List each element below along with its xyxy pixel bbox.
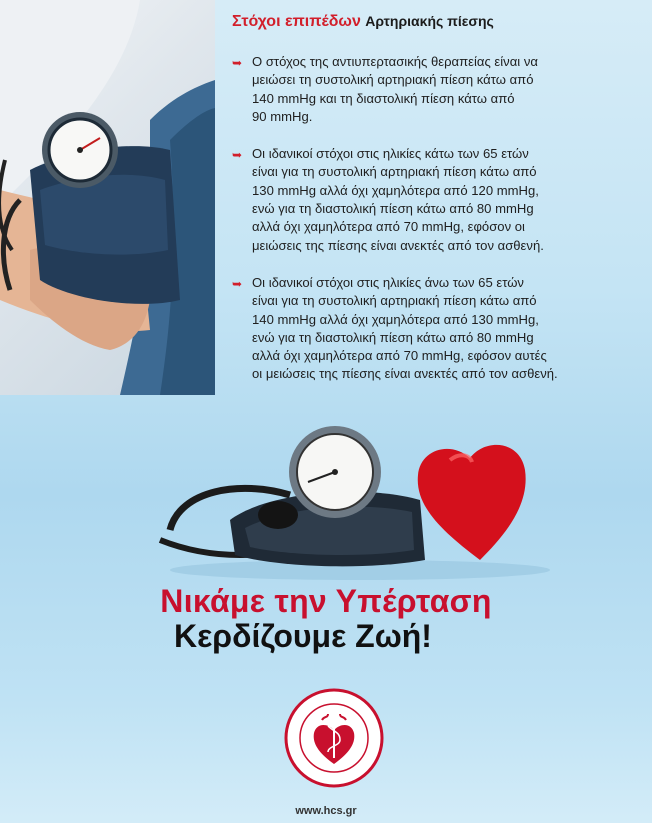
bullet-line: 140 mmHg αλλά όχι χαμηλότερα από 130 mmHg, [252,311,539,327]
slogan-line-2: Κερδίζουμε Ζωή! [174,618,432,654]
bp-cuff-photo [0,0,215,395]
bullet-line: οι μειώσεις της πίεσης είναι ανεκτές από τον ασθενή. [252,366,558,382]
bullet-item [232,145,637,255]
hcs-logo [284,688,384,788]
bullet-item [232,53,637,126]
info-panel [232,10,637,403]
bullet-line: μειώσεις της πίεσης είναι ανεκτές από τον ασθενή. [252,237,544,253]
bullet-line: 90 mmHg. [252,108,313,124]
bullet-line: ενώ για τη διαστολική πίεση κάτω από 80 mmHg [252,329,534,345]
bullet-line: 140 mmHg και τη διαστολική πίεση κάτω από [252,90,515,106]
bullet-line: 130 mmHg αλλά όχι χαμηλότερα από 120 mmHg, [252,182,539,198]
bullet-line: αλλά όχι χαμηλότερα από 70 mmHg, εφόσον οι [252,219,525,235]
title-black: Αρτηριακής πίεσης [365,13,494,29]
bullet-line: είναι για τη συστολική αρτηριακή πίεση κάτω από [252,293,537,309]
bullet-item [232,274,637,384]
section-title [232,10,637,33]
bullet-line: μειώσει τη συστολική αρτηριακή πίεση κάτω από [252,72,534,88]
bullet-line: Οι ιδανικοί στόχοι στις ηλικίες άνω των 65 ετών [252,274,524,290]
bullet-line: Ο στόχος της αντιυπερτασικής θεραπείας είναι να [252,54,538,69]
bullet-line: είναι για τη συστολική αρτηριακή πίεση κάτω από [252,164,537,180]
gauge-heart-illustration [150,410,570,580]
bullet-line: αλλά όχι χαμηλότερα από 70 mmHg, εφόσον αυτές [252,348,547,364]
arrow-right-icon: ➥ [232,148,243,163]
arrow-right-icon: ➥ [232,56,243,70]
website-link[interactable]: www.hcs.gr [295,805,357,817]
bullet-line: Οι ιδανικοί στόχοι στις ηλικίες κάτω των 65 ετών [252,146,529,162]
slogan-line-1: Νικάμε την Υπέρταση [160,583,492,619]
bullet-line: ενώ για τη διαστολική πίεση κάτω από 80 mmHg [252,201,534,217]
title-red: Στόχοι επιπέδων [232,13,361,30]
arrow-right-icon: ➥ [232,276,243,291]
